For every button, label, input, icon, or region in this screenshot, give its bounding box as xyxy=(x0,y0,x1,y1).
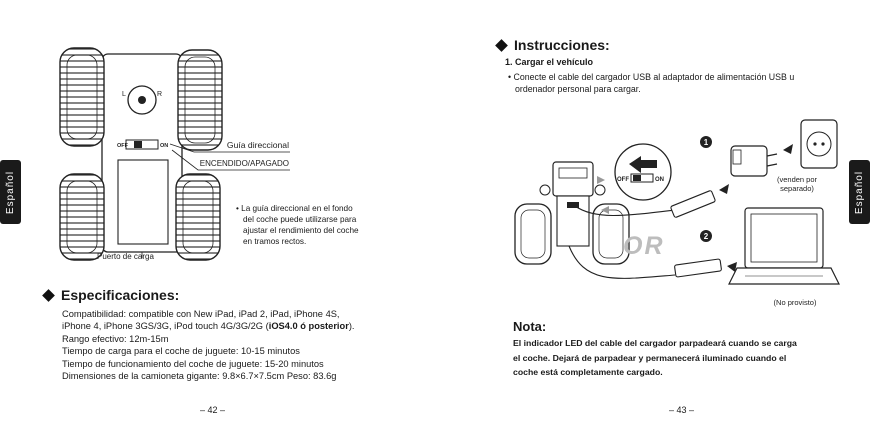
note-line: del coche puede utilizarse para xyxy=(243,215,357,224)
zoom-switch-on: ON xyxy=(655,177,664,183)
language-label: Español xyxy=(854,170,866,214)
note-title: Nota: xyxy=(513,319,547,334)
spec-line: Dimensiones de la camioneta gigante: 9.8×6.7×7.5cm Peso: 83.6g xyxy=(62,371,337,382)
front-left-tire xyxy=(60,48,104,146)
diamond-bullet-icon xyxy=(42,289,55,302)
truck-front-view xyxy=(515,162,629,264)
note-line: en tramos rectos. xyxy=(243,237,307,246)
usb-power-adapter xyxy=(731,146,777,176)
switch-on-label: ON xyxy=(160,143,169,149)
spec-line: Tiempo de funcionamiento del coche de juguete: 15-20 minutos xyxy=(62,358,324,369)
charging-diagram xyxy=(505,110,845,320)
marker-1-label: 1 xyxy=(703,138,709,147)
spec-line: Rango efectivo: 12m-15m xyxy=(62,333,169,344)
specs-title: Especificaciones: xyxy=(61,287,180,303)
direction-guide-label: Guía direccional xyxy=(226,140,289,150)
wall-socket xyxy=(801,120,837,168)
note-line: el coche. Dejará de parpadear y permanecerá iluminado cuando el xyxy=(513,352,787,363)
zoom-switch-off: OFF xyxy=(617,177,629,183)
switch-zoom xyxy=(615,144,671,200)
spec-compat-prefix: iPhone 4, iPhone 3GS/3G, iPod touch 4G/3G/2G ( xyxy=(62,321,269,332)
specs-list xyxy=(62,308,355,382)
instructions-heading xyxy=(497,37,610,53)
spec-line xyxy=(62,320,355,332)
or-text: OR xyxy=(623,232,665,260)
step-line: ordenador personal para cargar. xyxy=(515,84,641,94)
note-line: ajustar el rendimiento del coche xyxy=(243,226,359,235)
rear-left-tire xyxy=(60,174,104,260)
note-line: coche está completamente cargado. xyxy=(513,367,663,377)
note-line: El indicador LED del cable del cargador parpadeará cuando se carga xyxy=(513,338,797,348)
page-number-left: – 42 – xyxy=(200,405,226,415)
language-side-tab-right xyxy=(849,160,870,224)
diamond-bullet-icon xyxy=(495,39,508,52)
adapter-note-1: (venden por xyxy=(776,175,818,184)
marker-2-label: 2 xyxy=(703,232,709,241)
adapter-note-2: separado) xyxy=(780,184,814,193)
power-switch-label: ENCENDIDO/APAGADO xyxy=(199,159,289,168)
step-line: • Conecte el cable del cargador USB al adaptador de alimentación USB u xyxy=(508,72,795,82)
svg-text:R: R xyxy=(157,91,163,98)
specs-heading xyxy=(44,287,179,303)
switch-off-label: OFF xyxy=(117,143,128,149)
instructions-title: Instrucciones: xyxy=(514,37,610,53)
spec-compat-suffix: ). xyxy=(348,321,355,332)
page-number-right: – 43 – xyxy=(669,405,695,415)
note-line: • La guía direccional en el fondo xyxy=(236,204,353,213)
laptop-note: (No provisto) xyxy=(773,298,817,307)
step-text xyxy=(508,71,848,95)
language-side-tab-left xyxy=(0,160,21,224)
front-right-tire xyxy=(178,50,222,150)
laptop xyxy=(729,208,839,284)
language-label: Español xyxy=(5,170,17,214)
step-title: 1. Cargar el vehículo xyxy=(505,57,594,67)
rear-right-tire xyxy=(176,174,220,260)
note-text xyxy=(513,336,797,380)
direction-guide-note xyxy=(236,203,406,247)
svg-text:L: L xyxy=(122,91,126,98)
spec-compat-bold: iOS4.0 ó posterior xyxy=(268,321,349,332)
charging-port-label: Puerto de carga xyxy=(97,252,154,261)
spec-line: Compatibilidad: compatible con New iPad, iPad 2, iPad, iPhone 4S, xyxy=(62,309,340,319)
spec-line: Tiempo de carga para el coche de juguete: 10-15 minutos xyxy=(62,346,300,357)
